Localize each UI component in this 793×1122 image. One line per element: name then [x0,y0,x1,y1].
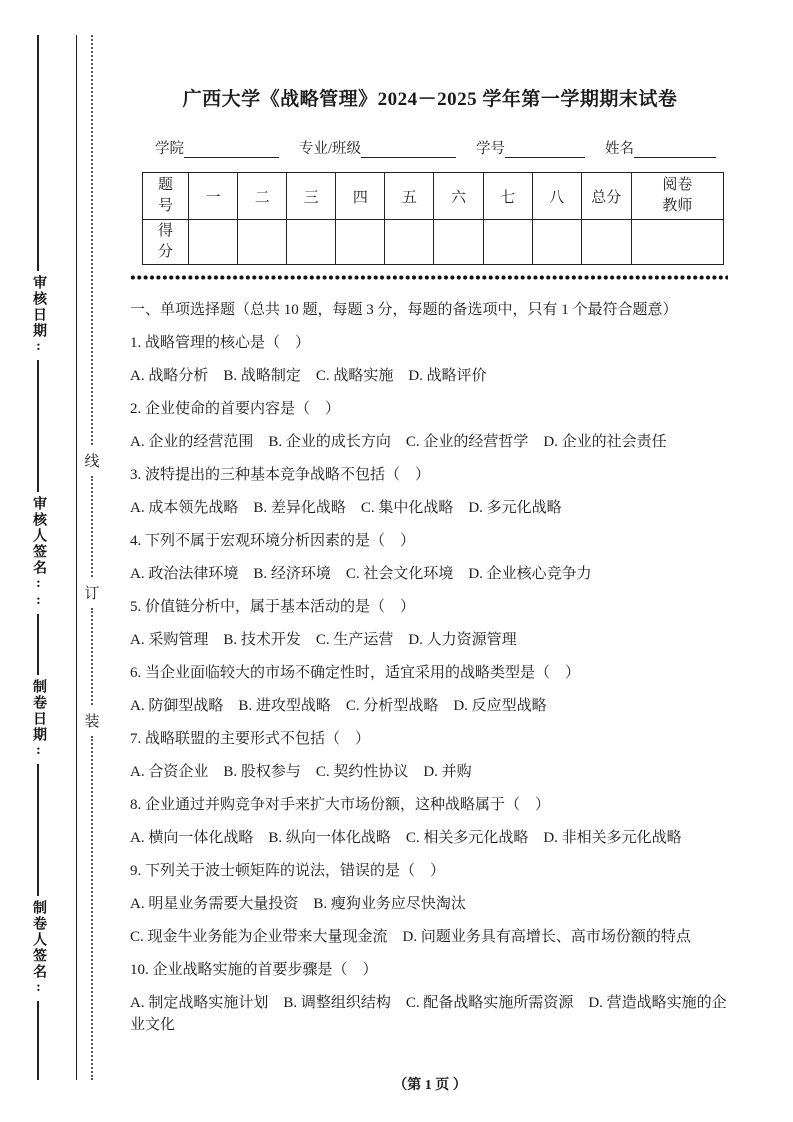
question-10-stem: 10. 企业战略实施的首要步骤是（ ） [130,962,378,978]
question-10-options: A. 制定战略实施计划 B. 调整组织结构 C. 配备战略实施所需资源 D. 营造战略实施的企业文化 [130,995,727,1033]
page-number: （第 1 页 ） [393,1078,467,1093]
grader-cell[interactable] [631,220,723,265]
total-score-cell[interactable] [581,220,631,265]
seal-border-line [76,35,77,1080]
reviewer-signature-label: 审核人签名:: [31,496,46,611]
college-input-line[interactable] [184,141,279,158]
score-cell[interactable] [434,220,483,265]
binding-dotted-segment [91,736,93,1080]
question-8-stem: 8. 企业通过并购竞争对手来扩大市场份额，这种战略属于（ ） [130,797,551,813]
question-2-stem: 2. 企业使命的首要内容是（ ） [130,401,341,417]
major-class-field [299,137,456,158]
score-col-header: 一 [189,173,238,220]
paper-maker-signature-label: 制卷人签名: [31,900,46,998]
score-col-header: 四 [336,173,385,220]
paper-maker-signature-blank-line[interactable] [37,1001,38,1080]
score-cell[interactable] [483,220,532,265]
page-title: 广西大学《战略管理》2024－2025 学年第一学期期末试卷 [182,89,678,110]
college-field [155,137,279,158]
paper-made-date-blank-line[interactable] [37,764,38,897]
score-table-header-row [143,173,724,220]
question-9-stem: 9. 下列关于波士顿矩阵的说法，错误的是（ ） [130,863,446,879]
reviewer-signature-blank-line[interactable] [37,614,38,675]
question-5-stem: 5. 价值链分析中，属于基本活动的是（ ） [130,599,416,615]
score-col-header: 六 [434,173,483,220]
score-col-header: 三 [287,173,336,220]
score-corner-label: 得分 [143,220,189,265]
score-table-score-row [143,220,724,265]
main-content [130,0,730,1036]
question-7-options: A. 合资企业 B. 股权参与 C. 契约性协议 D. 并购 [130,764,472,780]
score-cell[interactable] [238,220,287,265]
student-id-input-line[interactable] [505,141,585,158]
dotted-separator [130,275,728,280]
binding-dotted-segment [91,608,93,704]
score-col-header: 五 [385,173,434,220]
student-info-row [155,137,730,158]
question-number-corner: 题号 [143,173,189,220]
question-1-options: A. 战略分析 B. 战略制定 C. 战略实施 D. 战略评价 [130,368,487,384]
score-col-header: 七 [483,173,532,220]
question-9-options-cd: C. 现金牛业务能为企业带来大量现金流 D. 问题业务具有高增长、高市场份额的特点 [130,929,691,945]
question-7-stem: 7. 战略联盟的主要形式不包括（ ） [130,731,371,747]
question-1-stem: 1. 战略管理的核心是（ ） [130,335,311,351]
total-score-header: 总分 [581,173,631,220]
binding-char-xian: 线 [84,454,100,471]
name-label: 姓名 [605,141,635,157]
question-4-options: A. 政治法律环境 B. 经济环境 C. 社会文化环境 D. 企业核心竞争力 [130,566,592,582]
score-col-header: 八 [532,173,581,220]
student-id-field [476,137,585,158]
question-3-stem: 3. 波特提出的三种基本竞争战略不包括（ ） [130,467,431,483]
major-class-input-line[interactable] [361,141,456,158]
question-6-stem: 6. 当企业面临较大的市场不确定性时，适宜采用的战略类型是（ ） [130,665,581,681]
score-col-header: 二 [238,173,287,220]
review-date-label: 审核日期: [31,274,46,356]
binding-dotted-segment [91,35,93,445]
student-id-label: 学号 [476,141,506,157]
question-5-options: A. 采购管理 B. 技术开发 C. 生产运营 D. 人力资源管理 [130,632,517,648]
score-cell[interactable] [532,220,581,265]
paper-made-date-label: 制卷日期: [31,678,46,760]
binding-char-ding: 订 [84,586,100,603]
seal-line-segment [37,35,38,271]
score-cell[interactable] [189,220,238,265]
score-cell[interactable] [385,220,434,265]
question-4-stem: 4. 下列不属于宏观环境分析因素的是（ ） [130,533,416,549]
question-3-options: A. 成本领先战略 B. 差异化战略 C. 集中化战略 D. 多元化战略 [130,500,562,516]
binding-char-zhuang: 装 [84,713,100,730]
section-heading: 一、单项选择题（总共 10 题，每题 3 分，每题的备选项中，只有 1 个最符合题意） [130,302,678,318]
binding-line [84,35,100,1080]
score-cell[interactable] [336,220,385,265]
review-date-blank-line[interactable] [37,360,38,493]
question-9-options-ab: A. 明星业务需要大量投资 B. 瘦狗业务应尽快淘汰 [130,896,466,912]
seal-lane [29,35,47,1080]
major-class-label: 专业/班级 [299,141,362,157]
question-8-options: A. 横向一体化战略 B. 纵向一体化战略 C. 相关多元化战略 D. 非相关多元化战略 [130,830,682,846]
score-cell[interactable] [287,220,336,265]
grader-header: 阅卷教师 [631,173,723,220]
question-6-options: A. 防御型战略 B. 进攻型战略 C. 分析型战略 D. 反应型战略 [130,698,547,714]
name-input-line[interactable] [634,141,716,158]
college-label: 学院 [155,141,184,157]
score-table [142,172,724,265]
question-2-options: A. 企业的经营范围 B. 企业的成长方向 C. 企业的经营哲学 D. 企业的社会责任 [130,434,667,450]
binding-dotted-segment [91,476,93,577]
name-field [605,137,716,158]
